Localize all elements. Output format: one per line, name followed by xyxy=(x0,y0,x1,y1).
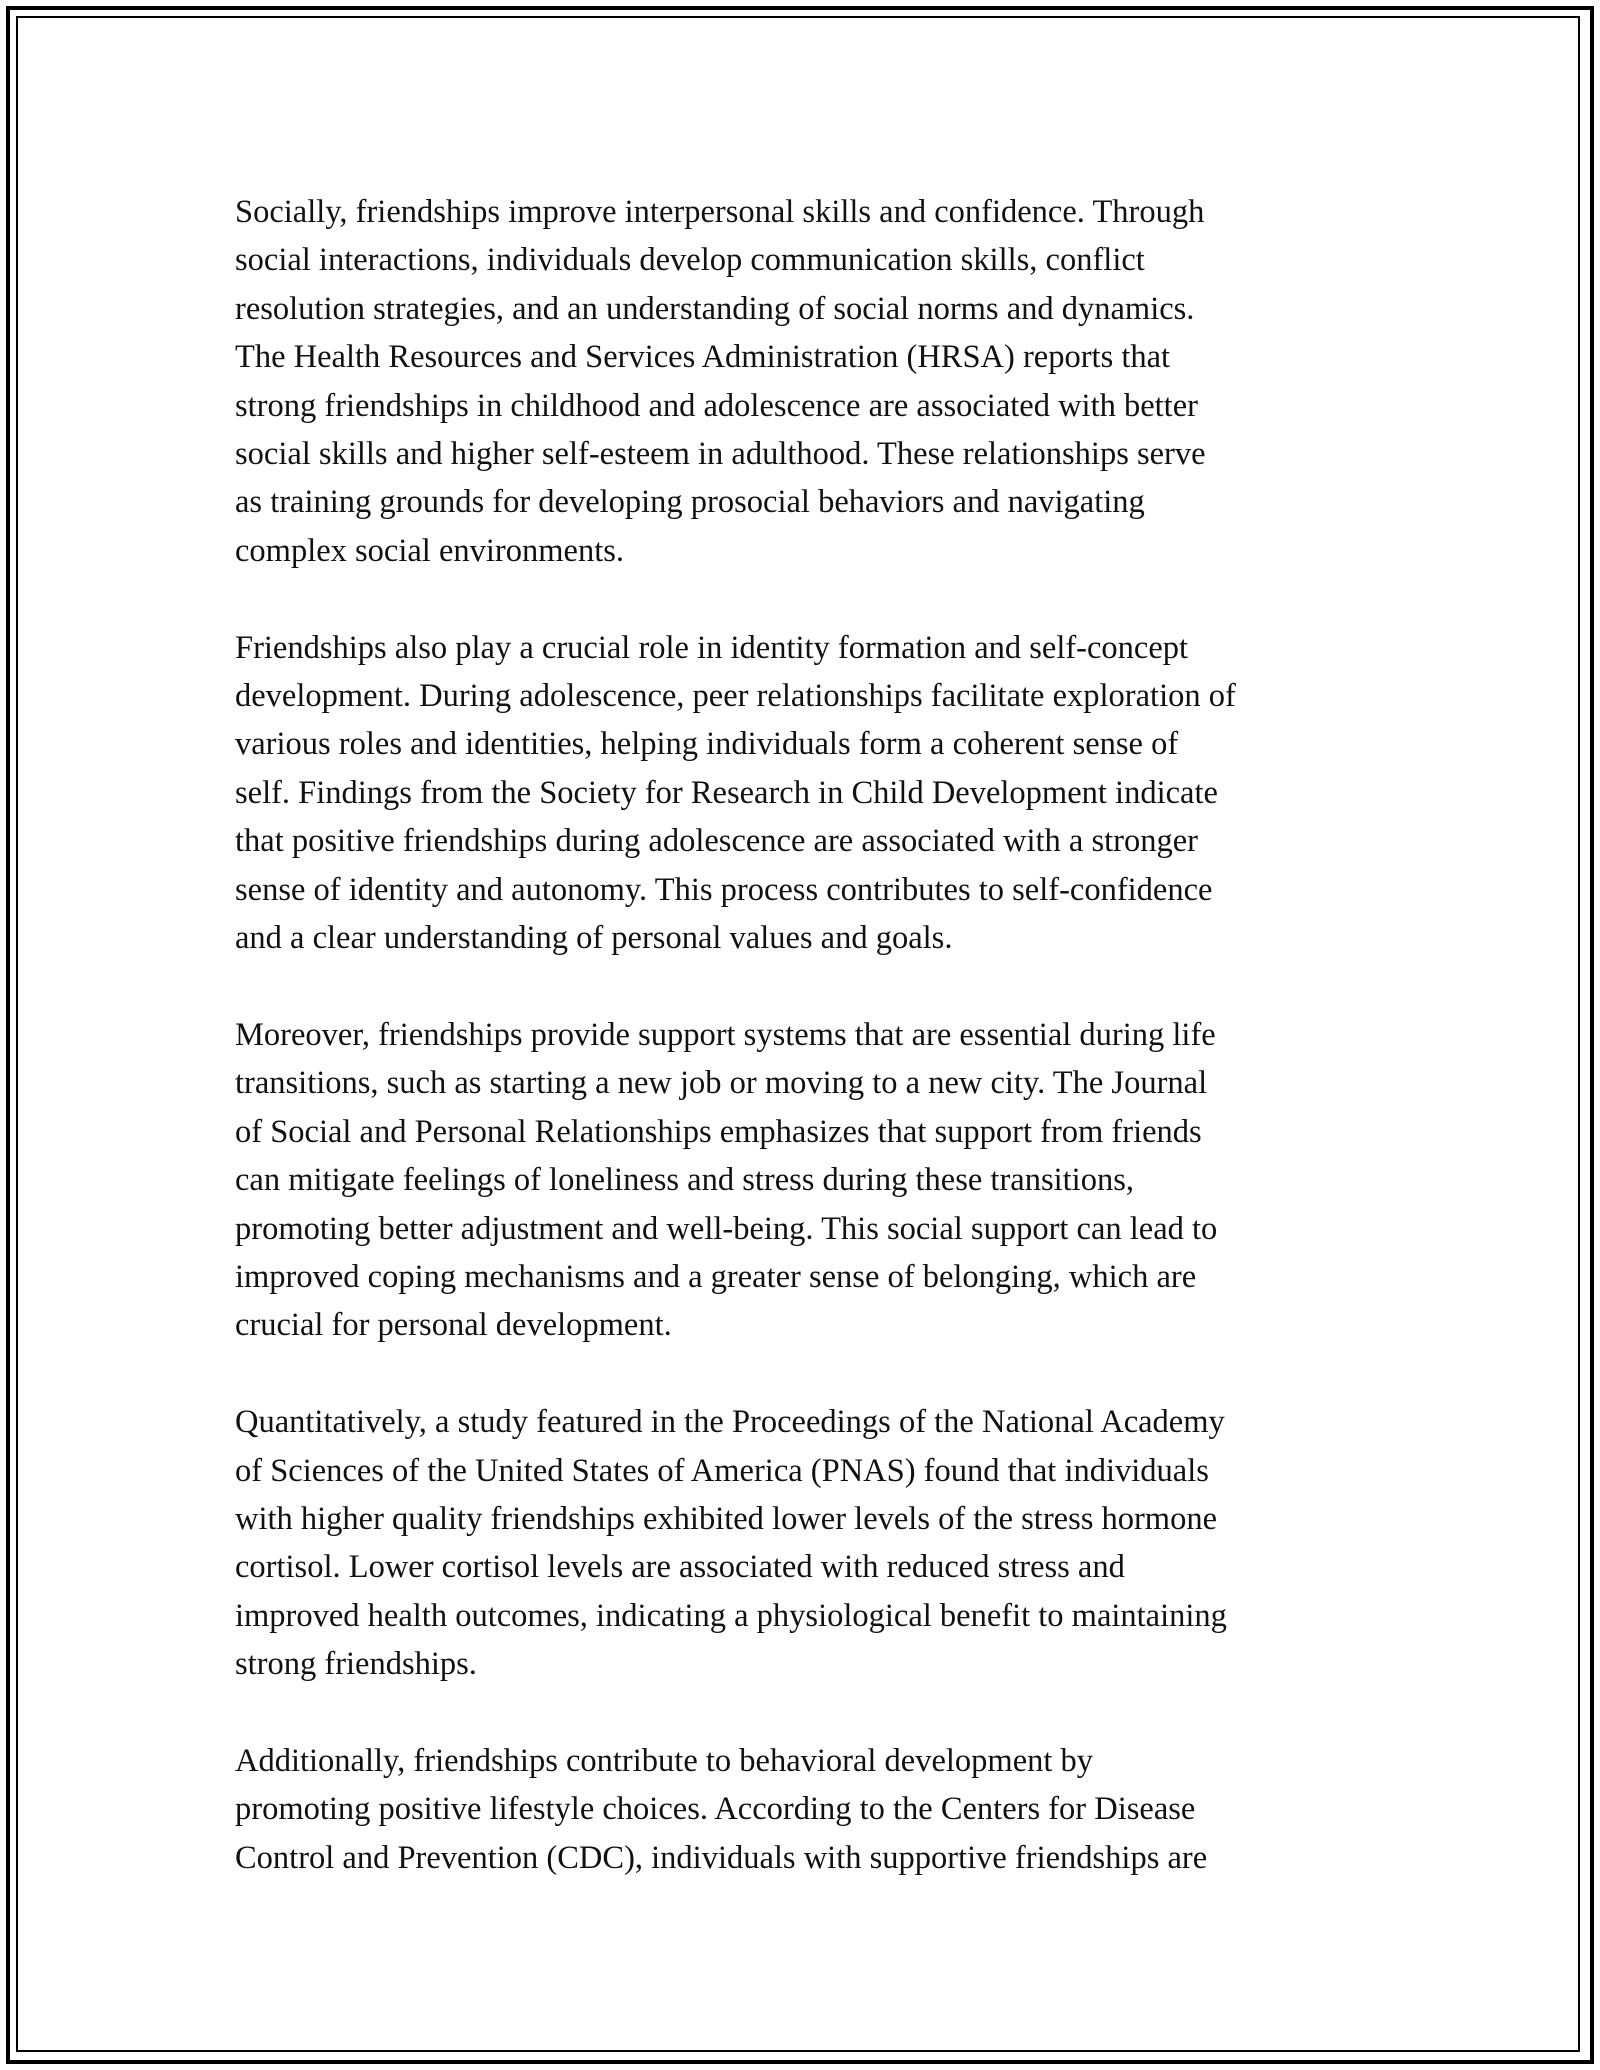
text-line: social interactions, individuals develop communication skills, conflict xyxy=(235,242,1145,279)
text-line: of Social and Personal Relationships emphasizes that support from friends xyxy=(235,1113,1202,1150)
text-line: Socially, friendships improve interpersonal skills and confidence. Through xyxy=(235,194,1205,230)
text-line: of Sciences of the United States of America (PNAS) found that individuals xyxy=(235,1452,1209,1489)
text-line: and a clear understanding of personal values and goals. xyxy=(235,920,953,957)
text-line: Control and Prevention (CDC), individuals with supportive friendships are xyxy=(235,1839,1208,1876)
text-line: sense of identity and autonomy. This process contributes to self-confidence xyxy=(235,871,1213,908)
text-line: as training grounds for developing prosocial behaviors and navigating xyxy=(235,484,1145,521)
text-line: promoting better adjustment and well-being. This social support can lead to xyxy=(235,1210,1218,1247)
text-line: Additionally, friendships contribute to behavioral development by xyxy=(235,1742,1094,1779)
text-line: with higher quality friendships exhibited lower levels of the stress hormone xyxy=(235,1500,1218,1537)
paragraph xyxy=(235,1737,1375,1882)
document-body xyxy=(235,188,1375,1931)
text-line: complex social environments. xyxy=(235,532,625,569)
text-line: self. Findings from the Society for Research in Child Development indicate xyxy=(235,774,1218,811)
paragraph xyxy=(235,1011,1375,1350)
text-line: Moreover, friendships provide support systems that are essential during life xyxy=(235,1016,1216,1053)
text-line: transitions, such as starting a new job or moving to a new city. The Journal xyxy=(235,1065,1208,1102)
text-line: development. During adolescence, peer relationships facilitate exploration of xyxy=(235,678,1236,715)
text-line: strong friendships. xyxy=(235,1646,477,1683)
text-line: resolution strategies, and an understanding of social norms and dynamics. xyxy=(235,290,1195,327)
paragraph xyxy=(235,624,1375,963)
text-line: The Health Resources and Services Administration (HRSA) reports that xyxy=(235,339,1171,376)
text-line: cortisol. Lower cortisol levels are associated with reduced stress and xyxy=(235,1549,1125,1586)
text-line: Quantitatively, a study featured in the Proceedings of the National Academy xyxy=(235,1404,1225,1441)
paragraph xyxy=(235,188,1375,575)
text-line: Friendships also play a crucial role in identity formation and self-concept xyxy=(235,629,1189,666)
paragraph xyxy=(235,1398,1375,1688)
text-line: improved coping mechanisms and a greater sense of belonging, which are xyxy=(235,1258,1197,1295)
text-line: crucial for personal development. xyxy=(235,1307,672,1344)
text-line: improved health outcomes, indicating a physiological benefit to maintaining xyxy=(235,1597,1227,1634)
text-line: social skills and higher self-esteem in adulthood. These relationships serve xyxy=(235,436,1206,473)
text-line: that positive friendships during adolescence are associated with a stronger xyxy=(235,823,1198,860)
text-line: strong friendships in childhood and adolescence are associated with better xyxy=(235,387,1198,424)
text-line: various roles and identities, helping individuals form a coherent sense of xyxy=(235,726,1179,763)
text-line: can mitigate feelings of loneliness and stress during these transitions, xyxy=(235,1162,1134,1199)
text-line: promoting positive lifestyle choices. According to the Centers for Disease xyxy=(235,1791,1196,1828)
